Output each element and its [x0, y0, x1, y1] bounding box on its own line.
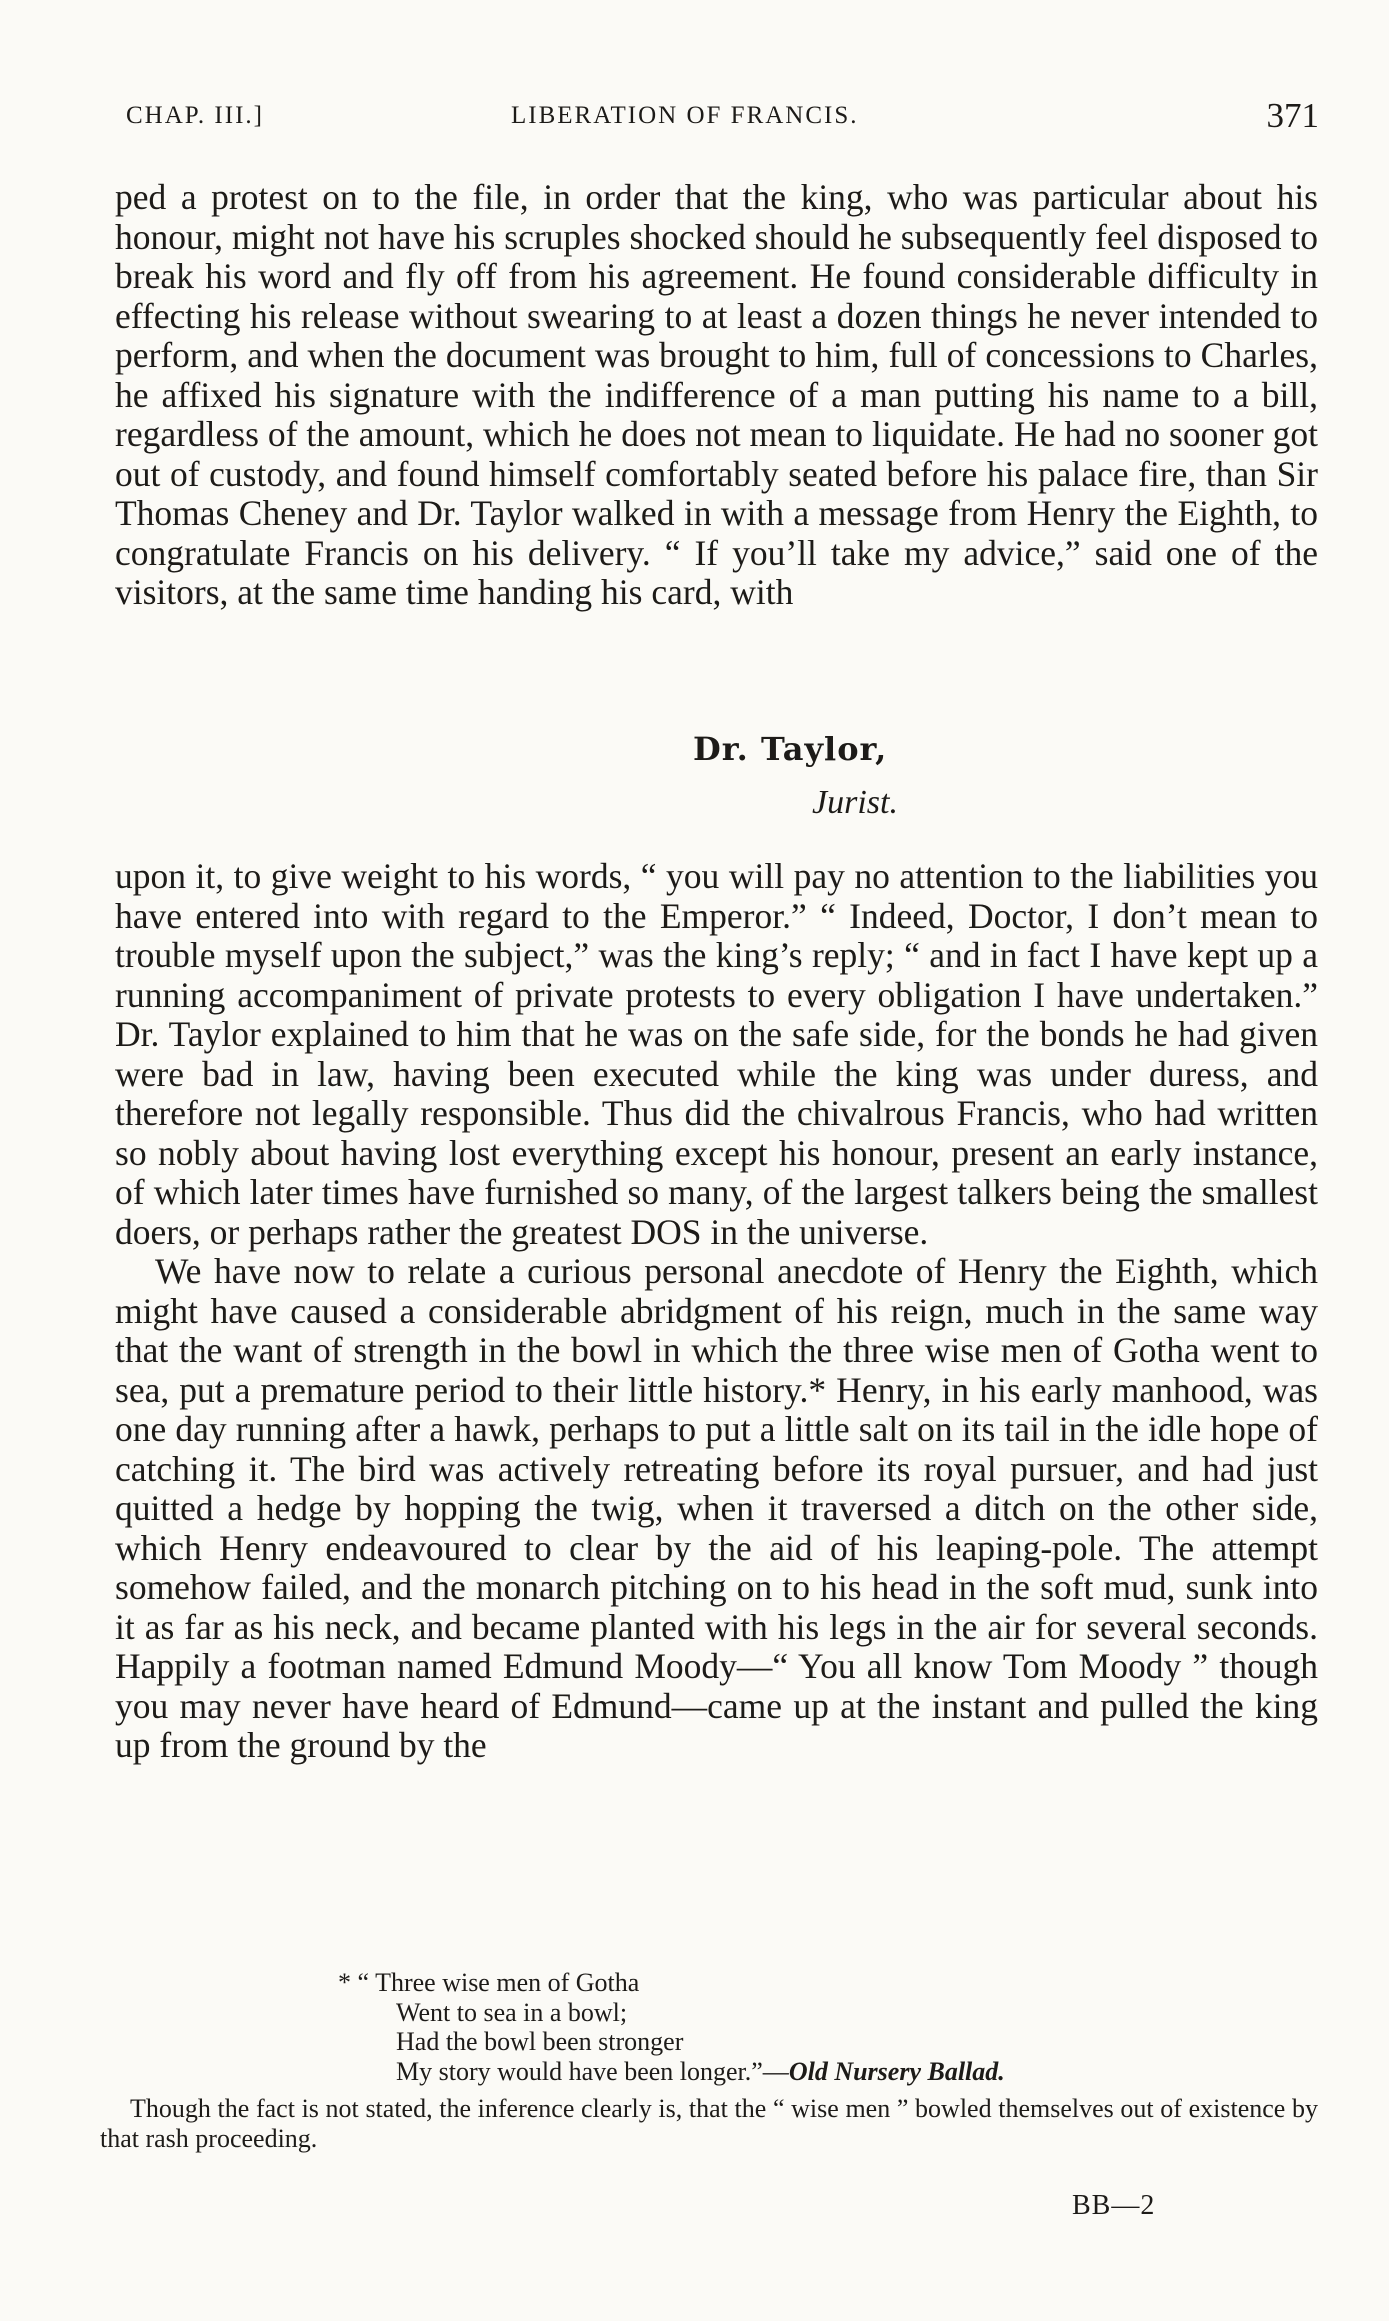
footnote-poem	[338, 1968, 1318, 2086]
paragraph-anecdote: We have now to relate a curious personal anecdote of Henry the Eighth, which might have caused a considerable abridgment of his reign, much in the same way that the want of strength in the bowl in which the three wise men of Gotha went to sea, put a premature period to their little history.* Henry, in his early manhood, was one day running after a hawk, perhaps to put a little salt on its tail in the idle hope of catching it. The bird was actively retreating before its royal pursuer, and had just quitted a hedge by hopping the twig, when it traversed a ditch on the other side, which Henry endeavoured to clear by the aid of his leaping-pole. The attempt somehow failed, and the monarch pitching on to his head in the soft mud, sunk into it as far as his neck, and became planted with his legs in the air for several seconds. Happily a footman named Edmund Moody—“ You all know Tom Moody ” though you may never have heard of Edmund—came up at the instant and pulled the king up from the ground by the	[115, 1251, 1318, 1765]
card-title: Jurist.	[812, 784, 898, 821]
card-name: Dr. Taylor,	[693, 730, 888, 768]
poem-line-text: My story would have been longer.”—	[396, 2056, 789, 2086]
footnote-note-text: Though the fact is not stated, the inference clearly is, that the “ wise men ” bowled themselves out of existence by that rash proceeding.	[100, 2094, 1318, 2153]
poem-line: * “ Three wise men of Gotha	[338, 1968, 640, 1997]
poem-line: Had the bowl been stronger	[396, 2027, 684, 2056]
page-number: 371	[1266, 96, 1319, 135]
chapter-label: CHAP. III.]	[126, 102, 264, 129]
paragraph-protest: ped a protest on to the file, in order that the king, who was particular about his honour, might not have his scruples shocked should he subsequently feel disposed to break his word and fly off from his agreement. He found considerable difficulty in effecting his release without swearing to at least a dozen things he never intended to perform, and when the document was brought to him, full of concessions to Charles, he affixed his signature with the indifference of a man putting his name to a bill, regardless of the amount, which he does not mean to liquidate. He had no sooner got out of custody, and found himself comfortably seated before his palace fire, than Sir Thomas Cheney and Dr. Taylor walked in with a message from Henry the Eighth, to congratulate Francis on his delivery. “ If you’ll take my advice,” said one of the visitors, at the same time handing his card, with	[115, 177, 1318, 612]
poem-attribution: Old Nursery Ballad.	[788, 2056, 1005, 2086]
page-title: LIBERATION OF FRANCIS.	[511, 102, 859, 129]
main-text-top	[115, 178, 1318, 613]
main-text-bottom	[115, 857, 1318, 1766]
visiting-card	[0, 730, 1389, 825]
paragraph-taylor: upon it, to give weight to his words, “ you will pay no attention to the liabilities you have entered into with regard to the Emperor.” “ Indeed, Doctor, I don’t mean to trouble myself upon the subject,” was the king’s reply; “ and in fact I have kept up a running accompaniment of private protests to every obligation I have undertaken.” Dr. Taylor explained to him that he was on the safe side, for the bonds he had given were bad in law, having been executed while the king was under duress, and therefore not legally responsible. Thus did the chivalrous Francis, who had written so nobly about having lost everything except his honour, present an early instance, of which later times have furnished so many, of the largest talkers being the smallest doers, or perhaps rather the greatest DOS in the universe.	[115, 856, 1318, 1252]
footnote	[100, 1968, 1318, 2153]
poem-line-last	[396, 2057, 1318, 2087]
running-header	[126, 96, 1319, 140]
poem-line: Went to sea in a bowl;	[396, 1997, 628, 2027]
signature-mark: BB—2	[1072, 2190, 1156, 2221]
footnote-note	[100, 2094, 1318, 2153]
